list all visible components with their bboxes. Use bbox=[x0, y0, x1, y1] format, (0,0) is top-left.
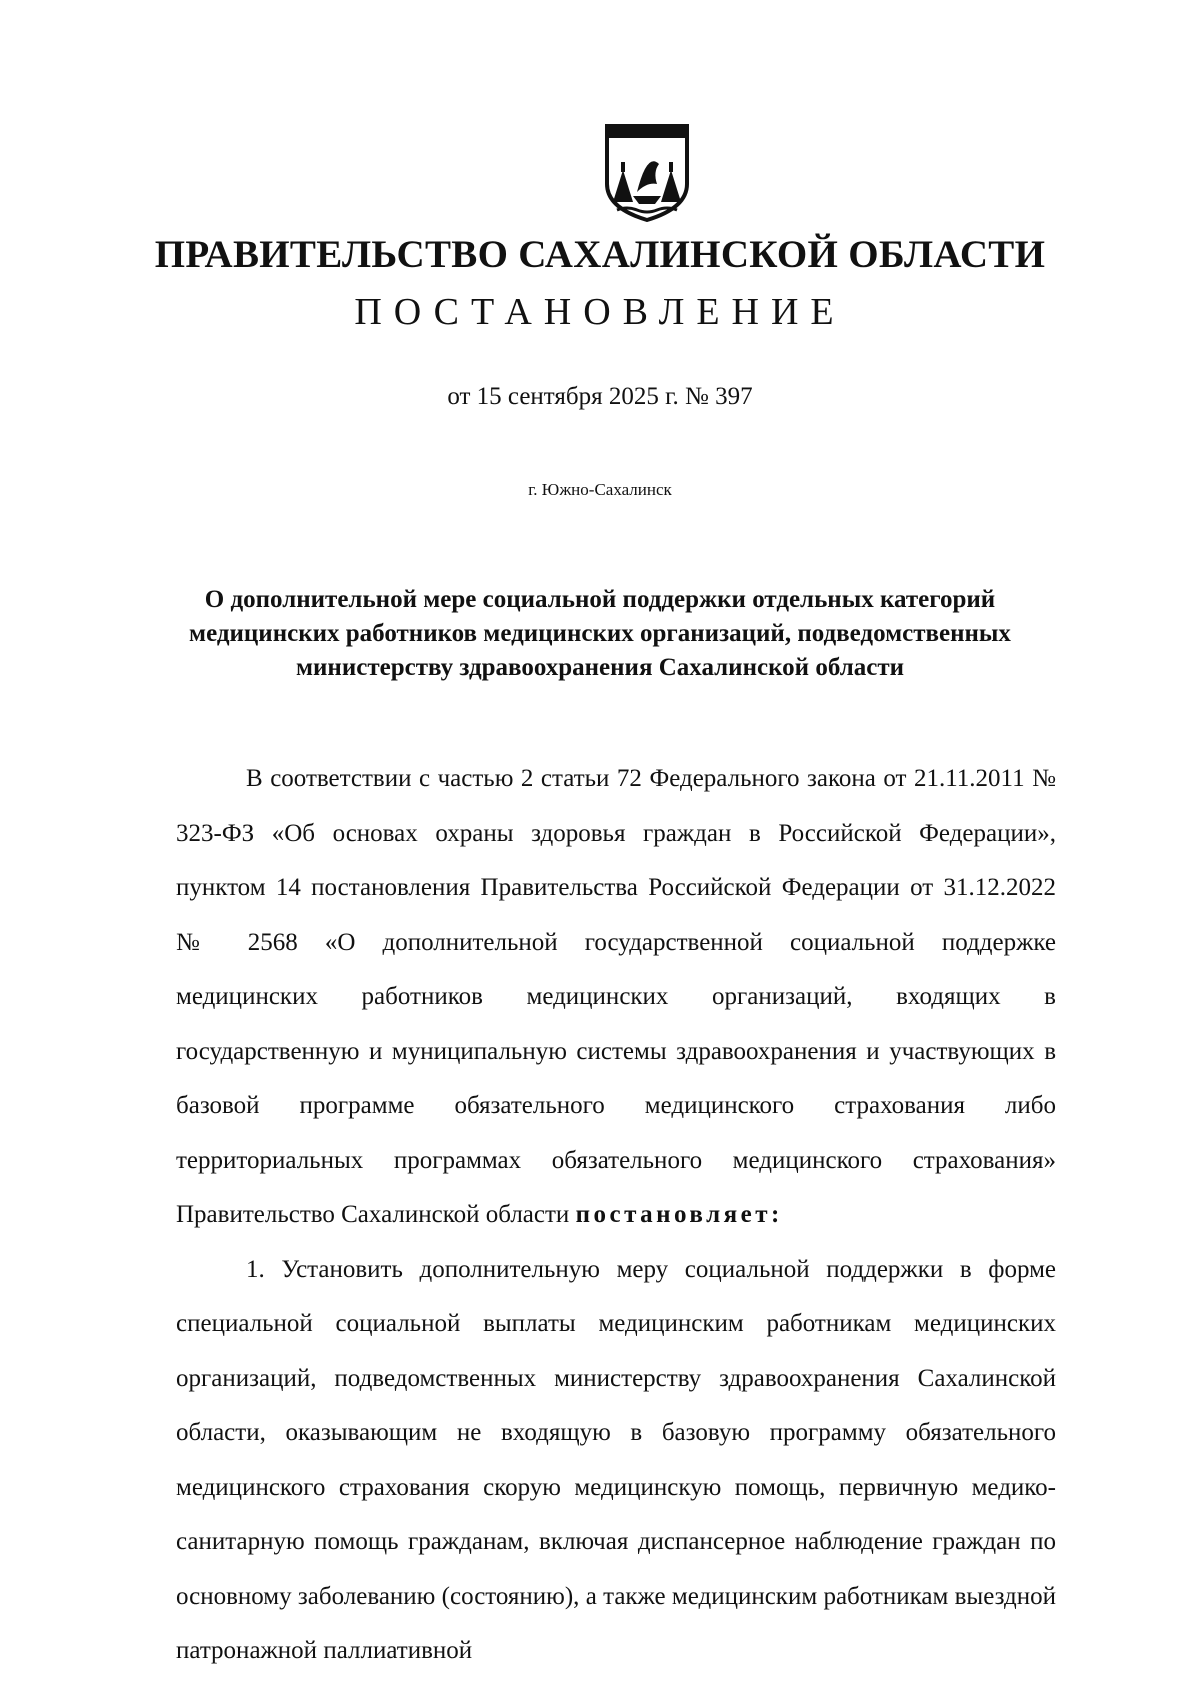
document-type: ПОСТАНОВЛЕНИЕ bbox=[354, 291, 846, 333]
preamble-paragraph bbox=[176, 752, 1056, 1243]
coat-of-arms-icon bbox=[603, 122, 691, 222]
government-title: ПРАВИТЕЛЬСТВО САХАЛИНСКОЙ ОБЛАСТИ bbox=[154, 233, 1046, 276]
document-body bbox=[176, 752, 1056, 1679]
document-city: г. Южно-Сахалинск bbox=[528, 480, 672, 499]
document-subject: О дополнительной мере социальной поддержки отдельных категорий медицинских работников медицинских организаций, подведомственных министерству здравоохранения Сахалинской области bbox=[189, 586, 1011, 681]
document-date-number: от 15 сентября 2025 г. № 397 bbox=[447, 383, 753, 410]
preamble-text: В соответствии с частью 2 статьи 72 Федерального закона от 21.11.2011 № 323-ФЗ «Об основах охраны здоровья граждан в Российской Федерации», пунктом 14 постановления Правительства Российской Федерации от 31.12.2022 № 2568 «О дополнительной государственной социальной поддержке медицинских работников медицинских организаций, входящих в государственную и муниципальную системы здравоохранения и участвующих в базовой программе обязательного медицинского страхования либо территориальных программах обязательного медицинского страхования» Правительство Сахалинской области bbox=[176, 765, 1056, 1228]
item-1-paragraph: 1. Установить дополнительную меру социальной поддержки в форме специальной социальной выплаты медицинским работникам медицинских организаций, подведомственных министерству здравоохранения Сахалинской области, оказывающим не входящую в базовую программу обязательного медицинского страхования скорую медицинскую помощь, первичную медико-санитарную помощь гражданам, включая диспансерное наблюдение граждан по основному заболеванию (состоянию), а также медицинским работникам выездной патронажной паллиативной bbox=[176, 1255, 1056, 1664]
resolves-word: постановляет: bbox=[575, 1201, 783, 1228]
